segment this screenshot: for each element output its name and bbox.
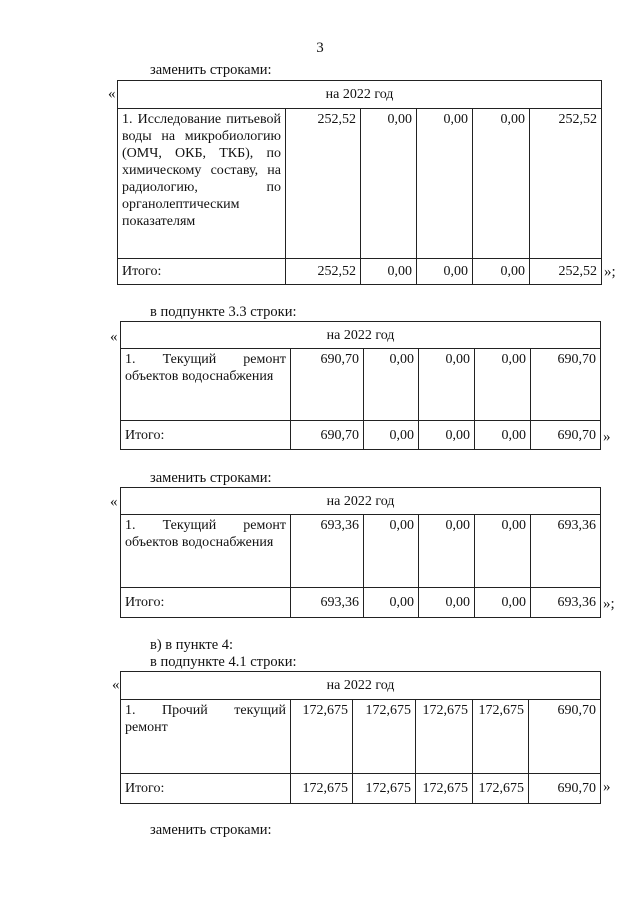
total-value-5: 252,52 <box>530 259 602 285</box>
row-value-4: 0,00 <box>473 109 530 259</box>
row-value-3: 0,00 <box>419 349 475 421</box>
row-value-5: 690,70 <box>531 349 601 421</box>
row-value-4: 0,00 <box>475 349 531 421</box>
row-value-1: 690,70 <box>291 349 364 421</box>
closing-line: заменить строками: <box>150 822 272 838</box>
total-value-4: 0,00 <box>473 259 530 285</box>
total-value-3: 0,00 <box>419 588 475 618</box>
total-value-3: 0,00 <box>417 259 473 285</box>
block-3-close-quote: »; <box>603 596 615 612</box>
block-4-intro-2: в подпункте 4.1 строки: <box>150 654 297 670</box>
block-3-table <box>120 487 601 618</box>
block-2-close-quote: » <box>603 429 611 445</box>
row-value-3: 172,675 <box>416 700 473 774</box>
block-2-table <box>120 321 601 450</box>
total-label: Итого: <box>121 588 291 618</box>
row-value-5: 690,70 <box>529 700 601 774</box>
row-description: 1. Прочий текущий ремонт <box>121 700 291 774</box>
block-1-table <box>117 80 602 285</box>
year-header: на 2022 год <box>121 672 601 700</box>
total-value-5: 690,70 <box>529 774 601 804</box>
block-1-close-quote: »; <box>604 264 616 280</box>
block-1-intro: заменить строками: <box>150 62 272 78</box>
total-value-1: 172,675 <box>291 774 353 804</box>
row-value-5: 693,36 <box>531 515 601 588</box>
row-description: 1. Исследование питьевой воды на микробиологию (ОМЧ, ОКБ, ТКБ), по химическому составу, на радиологию, по органолептическим показателям <box>118 109 286 259</box>
total-value-5: 693,36 <box>531 588 601 618</box>
block-2-intro: в подпункте 3.3 строки: <box>150 304 297 320</box>
total-value-1: 252,52 <box>286 259 361 285</box>
row-value-1: 172,675 <box>291 700 353 774</box>
row-value-1: 693,36 <box>291 515 364 588</box>
row-value-2: 0,00 <box>364 349 419 421</box>
total-value-2: 172,675 <box>353 774 416 804</box>
total-label: Итого: <box>121 421 291 450</box>
block-4-close-quote: » <box>603 779 611 795</box>
row-value-2: 172,675 <box>353 700 416 774</box>
total-value-5: 690,70 <box>531 421 601 450</box>
row-description: 1. Текущий ремонт объектов водоснабжения <box>121 515 291 588</box>
page-number: 3 <box>316 40 324 56</box>
block-4-intro-1: в) в пункте 4: <box>150 637 234 653</box>
total-label: Итого: <box>121 774 291 804</box>
total-value-1: 693,36 <box>291 588 364 618</box>
block-4-table <box>120 671 601 804</box>
row-value-4: 0,00 <box>475 515 531 588</box>
year-header: на 2022 год <box>121 322 601 349</box>
total-value-2: 0,00 <box>361 259 417 285</box>
row-value-4: 172,675 <box>473 700 529 774</box>
block-4-open-quote: « <box>112 677 120 693</box>
total-value-2: 0,00 <box>364 421 419 450</box>
row-value-3: 0,00 <box>417 109 473 259</box>
block-3-intro: заменить строками: <box>150 470 272 486</box>
block-2-open-quote: « <box>110 329 118 345</box>
row-description: 1. Текущий ремонт объектов водоснабжения <box>121 349 291 421</box>
row-value-5: 252,52 <box>530 109 602 259</box>
total-value-2: 0,00 <box>364 588 419 618</box>
total-label: Итого: <box>118 259 286 285</box>
total-value-1: 690,70 <box>291 421 364 450</box>
block-1-open-quote: « <box>108 86 116 102</box>
total-value-4: 0,00 <box>475 588 531 618</box>
total-value-3: 0,00 <box>419 421 475 450</box>
year-header: на 2022 год <box>121 488 601 515</box>
row-value-1: 252,52 <box>286 109 361 259</box>
row-value-2: 0,00 <box>364 515 419 588</box>
year-header: на 2022 год <box>118 81 602 109</box>
total-value-4: 0,00 <box>475 421 531 450</box>
total-value-3: 172,675 <box>416 774 473 804</box>
total-value-4: 172,675 <box>473 774 529 804</box>
row-value-2: 0,00 <box>361 109 417 259</box>
row-value-3: 0,00 <box>419 515 475 588</box>
block-3-open-quote: « <box>110 494 118 510</box>
